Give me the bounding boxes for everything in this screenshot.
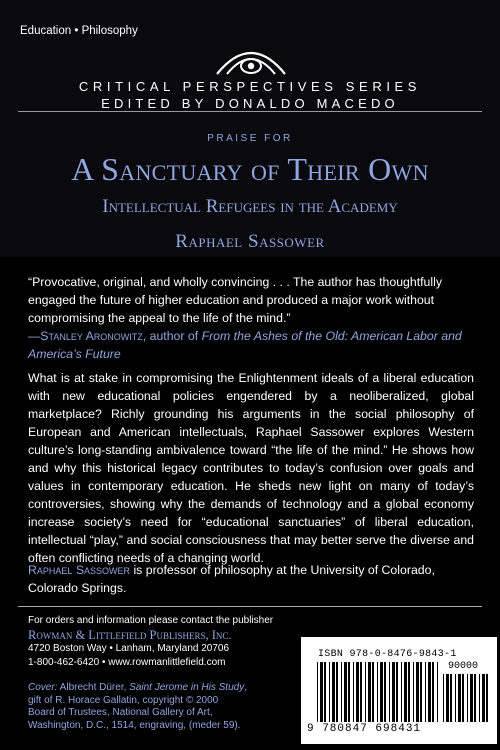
barcode-bar bbox=[320, 662, 323, 722]
barcode-bar bbox=[470, 674, 473, 722]
quote-attribution bbox=[28, 327, 474, 363]
barcode-bar bbox=[348, 662, 350, 722]
cover-credit-line2: gift of R. Horace Gallatin, copyright © 2000 bbox=[28, 694, 219, 706]
series-title: CRITICAL PERSPECTIVES SERIES bbox=[78, 79, 422, 94]
addon-barcode-bars bbox=[443, 674, 489, 722]
barcode-bar bbox=[450, 674, 452, 722]
barcode-bar bbox=[404, 662, 407, 722]
barcode-bar bbox=[482, 674, 485, 722]
barcode-bar bbox=[443, 674, 444, 722]
barcode-bar bbox=[360, 662, 362, 722]
barcode-bars bbox=[317, 662, 439, 722]
category-label: Education • Philosophy bbox=[20, 25, 138, 37]
quote-attribution-work: From the Ashes of the Old: American Labor and America’s Future bbox=[28, 329, 462, 361]
barcode-bar bbox=[413, 662, 414, 722]
cover-credit-artist: Albrecht Dürer, bbox=[57, 682, 130, 693]
cover-credit-label: Cover: bbox=[28, 682, 58, 693]
publisher-contact: For orders and information please contact the publisher bbox=[28, 615, 274, 626]
barcode-bar bbox=[486, 674, 488, 722]
barcode-bar bbox=[368, 662, 371, 722]
barcode-bar bbox=[324, 662, 326, 722]
publisher-phone-web: 1-800-462-6420 • www.rowmanlittlefield.com bbox=[28, 657, 226, 668]
publisher-info bbox=[28, 614, 273, 670]
barcode-bar bbox=[353, 662, 354, 722]
barcode-bar bbox=[408, 662, 410, 722]
barcode-bar bbox=[432, 662, 434, 722]
barcode-bar bbox=[401, 662, 402, 722]
barcode-bar bbox=[474, 674, 476, 722]
footer-divider bbox=[18, 606, 482, 607]
quote-attribution-rest: , author of bbox=[142, 329, 202, 343]
price-code: 90000 bbox=[448, 661, 479, 672]
publisher-name: Rowman & Littlefield Publishers, Inc. bbox=[28, 628, 232, 642]
barcode-bar bbox=[396, 662, 398, 722]
author-bio-name: Raphael Sassower bbox=[28, 563, 131, 577]
barcode-bar bbox=[479, 674, 480, 722]
barcode-bar bbox=[389, 662, 390, 722]
barcode-bar bbox=[462, 674, 464, 722]
publisher-address: 4720 Boston Way • Lanham, Maryland 20706 bbox=[28, 643, 230, 654]
series-logo-icon bbox=[213, 42, 289, 76]
barcode-bar bbox=[372, 662, 374, 722]
barcode-bar bbox=[416, 662, 419, 722]
barcode-bar bbox=[317, 662, 318, 722]
header-band bbox=[0, 0, 500, 257]
barcode-bar bbox=[356, 662, 359, 722]
quote-attribution-name: —Stanley Aronowitz bbox=[28, 329, 143, 343]
barcode-box bbox=[301, 637, 497, 744]
cover-credit-line3: Board of Trustees, National Gallery of Art, bbox=[28, 707, 213, 718]
barcode-bar bbox=[420, 662, 422, 722]
series-editor: EDITED BY DONALDO MACEDO bbox=[101, 96, 399, 111]
header-rule bbox=[18, 111, 482, 112]
author-bio-text: is professor of philosophy at the University of Colorado, Colorado Springs. bbox=[28, 563, 435, 595]
cover-credit: Cover: Albrecht Dürer, Saint Jerome in His Study, gift of R. Horace Gallatin, copyright © 2000 Board of Trustees, National Gallery of Art, Washington, D.C., 1514, engraving, (meder 59). bbox=[28, 682, 298, 732]
barcode-bar bbox=[336, 662, 338, 722]
barcode-bar bbox=[437, 662, 438, 722]
author-bio bbox=[28, 561, 474, 597]
isbn-text: ISBN 978-0-8476-9843-1 bbox=[318, 649, 457, 660]
barcode-bar bbox=[380, 662, 383, 722]
barcode-bar bbox=[344, 662, 347, 722]
book-title: A Sanctuary of Their Own bbox=[71, 151, 429, 187]
barcode-bar bbox=[377, 662, 378, 722]
barcode-bar bbox=[425, 662, 426, 722]
book-author: Raphael Sassower bbox=[175, 231, 325, 252]
book-description: What is at stake in compromising the Enlightenment ideals of a liberal education with new educational policies engendered by a neoliberalized, global marketplace? Richly grounding his arguments in the social philosophy of European and American intellectuals, Raphael Sassower explores Western culture’s long-standing ambivalence toward “the life of the mind.” He shows how and why this historical legacy contributes to today’s confusion over goals and values in contemporary education. He sheds new light on many of today’s controversies, showing why the demands of technology and a global economy increase society’s need for “educational sanctuaries” of liberal education, intellectual “play,” and social consciousness that may better serve the diverse and often conflicting needs of a changing world. bbox=[28, 371, 474, 565]
barcode-bar bbox=[446, 674, 449, 722]
barcode-bar bbox=[341, 662, 342, 722]
barcode-bar bbox=[428, 662, 431, 722]
barcode-bar bbox=[455, 674, 456, 722]
cover-credit-line4: Washington, D.C., 1514, engraving, (meder 59). bbox=[28, 719, 241, 731]
barcode-bar bbox=[392, 662, 395, 722]
barcode-digits: 9 780847 698431 bbox=[307, 723, 422, 735]
cover-credit-work: Saint Jerome in His Study bbox=[129, 682, 245, 693]
barcode-bar bbox=[332, 662, 335, 722]
barcode-bar bbox=[458, 674, 461, 722]
barcode-bar bbox=[384, 662, 386, 722]
praise-label: PRAISE FOR bbox=[207, 133, 293, 144]
book-subtitle: Intellectual Refugees in the Academy bbox=[102, 196, 398, 217]
barcode-bar bbox=[365, 662, 366, 722]
barcode-bar bbox=[329, 662, 330, 722]
review-quote: “Provocative, original, and wholly convincing . . . The author has thoughtfully engaged the future of higher education and produced a major work without compromising the appeal to the life of the mind.” bbox=[28, 275, 442, 325]
barcode-bar bbox=[467, 674, 468, 722]
